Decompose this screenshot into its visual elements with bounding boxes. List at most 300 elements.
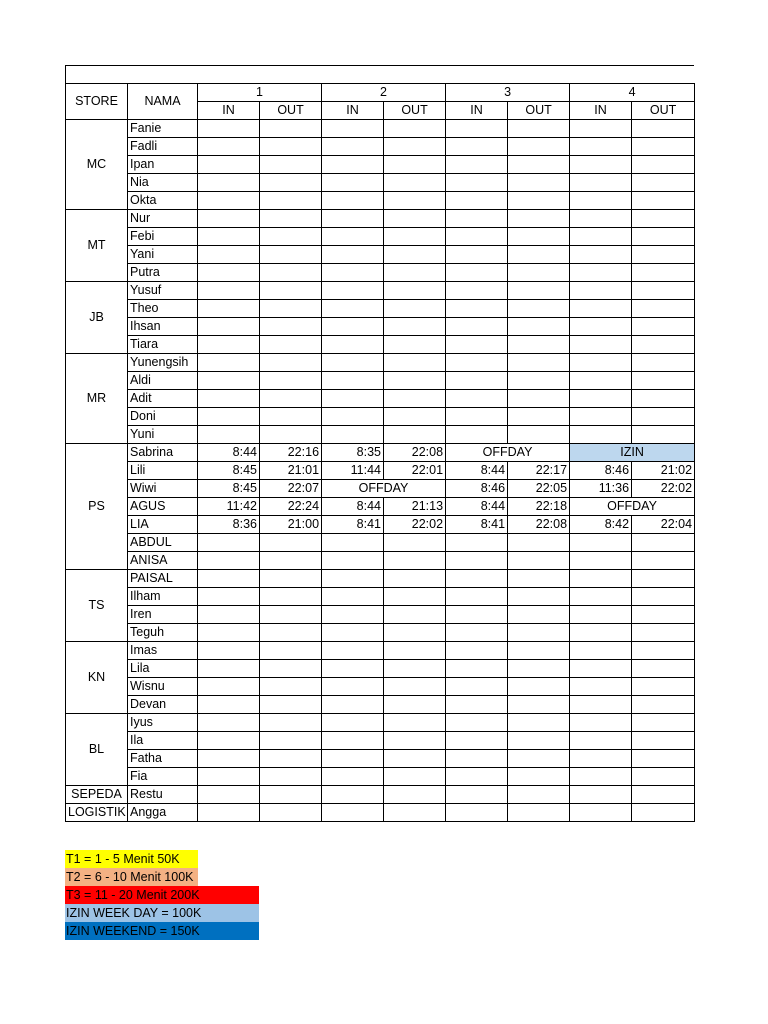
time-cell[interactable] xyxy=(632,174,695,192)
time-cell[interactable] xyxy=(508,408,570,426)
time-cell[interactable] xyxy=(384,426,446,444)
time-cell[interactable] xyxy=(508,750,570,768)
time-cell[interactable] xyxy=(260,660,322,678)
time-cell[interactable] xyxy=(570,570,632,588)
time-cell[interactable] xyxy=(570,732,632,750)
time-cell[interactable] xyxy=(446,732,508,750)
time-cell[interactable] xyxy=(446,300,508,318)
time-cell[interactable] xyxy=(198,246,260,264)
time-cell[interactable] xyxy=(632,300,695,318)
time-cell[interactable] xyxy=(508,300,570,318)
time-cell[interactable] xyxy=(260,318,322,336)
time-cell[interactable] xyxy=(446,354,508,372)
employee-name[interactable]: Iren xyxy=(128,606,198,624)
time-cell[interactable] xyxy=(384,120,446,138)
time-cell[interactable] xyxy=(446,120,508,138)
time-cell[interactable] xyxy=(384,660,446,678)
time-cell[interactable] xyxy=(198,606,260,624)
time-cell[interactable] xyxy=(384,210,446,228)
employee-name[interactable]: Lila xyxy=(128,660,198,678)
time-cell[interactable] xyxy=(508,174,570,192)
time-cell[interactable] xyxy=(446,696,508,714)
time-cell[interactable] xyxy=(508,786,570,804)
time-cell[interactable]: 8:41 xyxy=(446,516,508,534)
time-cell[interactable] xyxy=(322,282,384,300)
time-cell[interactable]: 22:08 xyxy=(508,516,570,534)
time-cell[interactable]: 22:24 xyxy=(260,498,322,516)
time-cell[interactable]: 22:01 xyxy=(384,462,446,480)
time-cell[interactable] xyxy=(632,426,695,444)
time-cell[interactable]: 21:01 xyxy=(260,462,322,480)
time-cell[interactable] xyxy=(260,300,322,318)
time-cell[interactable] xyxy=(384,372,446,390)
employee-name[interactable]: Febi xyxy=(128,228,198,246)
time-cell[interactable]: 22:08 xyxy=(384,444,446,462)
time-cell[interactable] xyxy=(384,768,446,786)
time-cell[interactable] xyxy=(384,282,446,300)
time-cell[interactable] xyxy=(570,678,632,696)
time-cell[interactable] xyxy=(570,300,632,318)
time-cell[interactable] xyxy=(632,336,695,354)
employee-name[interactable]: Fatha xyxy=(128,750,198,768)
time-cell[interactable] xyxy=(570,786,632,804)
time-cell[interactable] xyxy=(384,678,446,696)
time-cell[interactable]: 8:35 xyxy=(322,444,384,462)
time-cell[interactable] xyxy=(260,606,322,624)
time-cell[interactable] xyxy=(198,390,260,408)
store-code[interactable]: LOGISTIK xyxy=(66,804,128,822)
time-cell[interactable] xyxy=(632,552,695,570)
time-cell[interactable] xyxy=(632,750,695,768)
time-cell[interactable] xyxy=(508,390,570,408)
time-cell[interactable] xyxy=(384,786,446,804)
time-cell[interactable] xyxy=(632,606,695,624)
time-cell[interactable] xyxy=(508,804,570,822)
time-cell[interactable]: 22:04 xyxy=(632,516,695,534)
time-cell[interactable] xyxy=(322,372,384,390)
time-cell[interactable] xyxy=(260,804,322,822)
time-cell[interactable] xyxy=(570,174,632,192)
time-cell[interactable] xyxy=(508,660,570,678)
time-cell[interactable]: 21:02 xyxy=(632,462,695,480)
time-cell[interactable] xyxy=(508,570,570,588)
time-cell[interactable] xyxy=(384,606,446,624)
time-cell[interactable] xyxy=(632,732,695,750)
time-cell[interactable] xyxy=(446,642,508,660)
employee-name[interactable]: AGUS xyxy=(128,498,198,516)
store-code[interactable]: BL xyxy=(66,714,128,786)
time-cell[interactable] xyxy=(632,156,695,174)
time-cell[interactable] xyxy=(446,552,508,570)
time-cell[interactable] xyxy=(446,174,508,192)
time-cell[interactable]: 22:05 xyxy=(508,480,570,498)
time-cell[interactable] xyxy=(198,228,260,246)
time-cell[interactable] xyxy=(322,786,384,804)
employee-name[interactable]: Ilham xyxy=(128,588,198,606)
time-cell[interactable] xyxy=(570,750,632,768)
time-cell[interactable] xyxy=(384,696,446,714)
time-cell[interactable] xyxy=(260,264,322,282)
time-cell[interactable] xyxy=(198,570,260,588)
time-cell[interactable] xyxy=(446,660,508,678)
time-cell[interactable] xyxy=(446,192,508,210)
time-cell[interactable] xyxy=(570,624,632,642)
time-cell[interactable] xyxy=(384,336,446,354)
time-cell[interactable] xyxy=(260,768,322,786)
time-cell[interactable] xyxy=(322,408,384,426)
time-cell[interactable] xyxy=(570,156,632,174)
time-cell[interactable] xyxy=(508,534,570,552)
time-cell[interactable] xyxy=(446,210,508,228)
time-cell[interactable]: 8:44 xyxy=(198,444,260,462)
time-cell[interactable] xyxy=(260,552,322,570)
time-cell[interactable] xyxy=(198,678,260,696)
time-cell[interactable]: 8:45 xyxy=(198,462,260,480)
time-cell[interactable]: 22:07 xyxy=(260,480,322,498)
time-cell[interactable] xyxy=(384,552,446,570)
status-cell[interactable]: OFFDAY xyxy=(322,480,446,498)
time-cell[interactable] xyxy=(384,588,446,606)
time-cell[interactable] xyxy=(508,246,570,264)
time-cell[interactable] xyxy=(198,804,260,822)
time-cell[interactable] xyxy=(508,156,570,174)
time-cell[interactable] xyxy=(322,696,384,714)
time-cell[interactable] xyxy=(260,354,322,372)
time-cell[interactable]: 8:45 xyxy=(198,480,260,498)
time-cell[interactable] xyxy=(322,174,384,192)
time-cell[interactable] xyxy=(198,714,260,732)
time-cell[interactable] xyxy=(260,786,322,804)
time-cell[interactable] xyxy=(446,408,508,426)
time-cell[interactable] xyxy=(198,156,260,174)
time-cell[interactable] xyxy=(198,588,260,606)
time-cell[interactable] xyxy=(198,768,260,786)
store-code[interactable]: MT xyxy=(66,210,128,282)
time-cell[interactable] xyxy=(322,300,384,318)
employee-name[interactable]: Wisnu xyxy=(128,678,198,696)
time-cell[interactable] xyxy=(198,786,260,804)
time-cell[interactable] xyxy=(632,660,695,678)
time-cell[interactable] xyxy=(570,660,632,678)
time-cell[interactable] xyxy=(198,192,260,210)
employee-name[interactable]: Theo xyxy=(128,300,198,318)
time-cell[interactable] xyxy=(322,336,384,354)
time-cell[interactable] xyxy=(446,228,508,246)
time-cell[interactable] xyxy=(508,678,570,696)
time-cell[interactable]: 21:13 xyxy=(384,498,446,516)
time-cell[interactable] xyxy=(384,408,446,426)
time-cell[interactable] xyxy=(384,354,446,372)
time-cell[interactable] xyxy=(570,246,632,264)
time-cell[interactable] xyxy=(384,714,446,732)
time-cell[interactable] xyxy=(446,390,508,408)
time-cell[interactable] xyxy=(508,120,570,138)
employee-name[interactable]: Wiwi xyxy=(128,480,198,498)
time-cell[interactable] xyxy=(446,678,508,696)
time-cell[interactable]: 22:16 xyxy=(260,444,322,462)
time-cell[interactable] xyxy=(260,336,322,354)
time-cell[interactable] xyxy=(384,174,446,192)
time-cell[interactable] xyxy=(446,624,508,642)
time-cell[interactable] xyxy=(508,228,570,246)
time-cell[interactable] xyxy=(384,156,446,174)
time-cell[interactable] xyxy=(322,120,384,138)
time-cell[interactable] xyxy=(322,318,384,336)
employee-name[interactable]: Putra xyxy=(128,264,198,282)
time-cell[interactable] xyxy=(446,138,508,156)
time-cell[interactable] xyxy=(570,336,632,354)
time-cell[interactable] xyxy=(260,282,322,300)
time-cell[interactable] xyxy=(198,336,260,354)
time-cell[interactable] xyxy=(446,786,508,804)
time-cell[interactable] xyxy=(384,264,446,282)
store-code[interactable]: KN xyxy=(66,642,128,714)
time-cell[interactable] xyxy=(570,606,632,624)
time-cell[interactable] xyxy=(260,390,322,408)
employee-name[interactable]: Ihsan xyxy=(128,318,198,336)
store-code[interactable]: MC xyxy=(66,120,128,210)
time-cell[interactable]: 11:36 xyxy=(570,480,632,498)
time-cell[interactable] xyxy=(570,354,632,372)
employee-name[interactable]: Nur xyxy=(128,210,198,228)
time-cell[interactable] xyxy=(446,768,508,786)
time-cell[interactable] xyxy=(508,318,570,336)
time-cell[interactable] xyxy=(260,228,322,246)
employee-name[interactable]: Restu xyxy=(128,786,198,804)
time-cell[interactable]: 21:00 xyxy=(260,516,322,534)
time-cell[interactable] xyxy=(446,246,508,264)
time-cell[interactable] xyxy=(260,534,322,552)
time-cell[interactable] xyxy=(322,228,384,246)
time-cell[interactable] xyxy=(322,678,384,696)
store-code[interactable]: JB xyxy=(66,282,128,354)
employee-name[interactable]: Aldi xyxy=(128,372,198,390)
time-cell[interactable] xyxy=(198,408,260,426)
time-cell[interactable] xyxy=(384,138,446,156)
time-cell[interactable] xyxy=(260,192,322,210)
time-cell[interactable] xyxy=(260,372,322,390)
time-cell[interactable] xyxy=(508,192,570,210)
time-cell[interactable] xyxy=(384,534,446,552)
status-cell[interactable]: IZIN xyxy=(570,444,695,462)
time-cell[interactable]: 11:42 xyxy=(198,498,260,516)
time-cell[interactable] xyxy=(260,624,322,642)
time-cell[interactable] xyxy=(570,696,632,714)
time-cell[interactable] xyxy=(198,552,260,570)
employee-name[interactable]: ANISA xyxy=(128,552,198,570)
time-cell[interactable] xyxy=(322,804,384,822)
time-cell[interactable] xyxy=(384,390,446,408)
time-cell[interactable] xyxy=(260,678,322,696)
time-cell[interactable] xyxy=(508,732,570,750)
time-cell[interactable] xyxy=(260,246,322,264)
time-cell[interactable] xyxy=(260,570,322,588)
time-cell[interactable] xyxy=(508,264,570,282)
time-cell[interactable] xyxy=(322,606,384,624)
time-cell[interactable] xyxy=(446,534,508,552)
time-cell[interactable] xyxy=(384,732,446,750)
time-cell[interactable]: 8:44 xyxy=(446,498,508,516)
time-cell[interactable] xyxy=(446,750,508,768)
time-cell[interactable] xyxy=(198,354,260,372)
time-cell[interactable] xyxy=(570,588,632,606)
store-code[interactable]: TS xyxy=(66,570,128,642)
time-cell[interactable] xyxy=(508,768,570,786)
employee-name[interactable]: Imas xyxy=(128,642,198,660)
employee-name[interactable]: Adit xyxy=(128,390,198,408)
employee-name[interactable]: Yuni xyxy=(128,426,198,444)
time-cell[interactable] xyxy=(322,624,384,642)
time-cell[interactable] xyxy=(198,660,260,678)
time-cell[interactable] xyxy=(322,264,384,282)
time-cell[interactable] xyxy=(446,426,508,444)
time-cell[interactable] xyxy=(508,552,570,570)
time-cell[interactable] xyxy=(632,768,695,786)
time-cell[interactable] xyxy=(198,426,260,444)
status-cell[interactable]: OFFDAY xyxy=(570,498,695,516)
time-cell[interactable] xyxy=(198,210,260,228)
time-cell[interactable] xyxy=(446,282,508,300)
time-cell[interactable] xyxy=(322,192,384,210)
time-cell[interactable] xyxy=(570,264,632,282)
time-cell[interactable] xyxy=(322,390,384,408)
time-cell[interactable] xyxy=(198,624,260,642)
time-cell[interactable] xyxy=(632,804,695,822)
time-cell[interactable] xyxy=(570,534,632,552)
time-cell[interactable] xyxy=(446,588,508,606)
employee-name[interactable]: Yunengsih xyxy=(128,354,198,372)
employee-name[interactable]: Teguh xyxy=(128,624,198,642)
employee-name[interactable]: PAISAL xyxy=(128,570,198,588)
time-cell[interactable]: 22:18 xyxy=(508,498,570,516)
time-cell[interactable] xyxy=(198,642,260,660)
time-cell[interactable] xyxy=(632,408,695,426)
time-cell[interactable] xyxy=(508,336,570,354)
time-cell[interactable] xyxy=(508,696,570,714)
time-cell[interactable] xyxy=(446,336,508,354)
time-cell[interactable] xyxy=(198,282,260,300)
time-cell[interactable] xyxy=(508,588,570,606)
employee-name[interactable]: Lili xyxy=(128,462,198,480)
time-cell[interactable]: 8:46 xyxy=(570,462,632,480)
time-cell[interactable]: 8:44 xyxy=(322,498,384,516)
time-cell[interactable] xyxy=(384,750,446,768)
time-cell[interactable] xyxy=(322,642,384,660)
time-cell[interactable] xyxy=(508,624,570,642)
time-cell[interactable] xyxy=(322,156,384,174)
time-cell[interactable] xyxy=(260,210,322,228)
employee-name[interactable]: Fadli xyxy=(128,138,198,156)
time-cell[interactable] xyxy=(384,192,446,210)
time-cell[interactable] xyxy=(260,138,322,156)
time-cell[interactable] xyxy=(198,732,260,750)
time-cell[interactable] xyxy=(322,552,384,570)
time-cell[interactable] xyxy=(198,318,260,336)
store-code[interactable]: MR xyxy=(66,354,128,444)
time-cell[interactable]: 8:42 xyxy=(570,516,632,534)
time-cell[interactable] xyxy=(198,264,260,282)
time-cell[interactable] xyxy=(570,228,632,246)
time-cell[interactable] xyxy=(508,426,570,444)
time-cell[interactable] xyxy=(322,768,384,786)
time-cell[interactable] xyxy=(632,282,695,300)
employee-name[interactable]: Ila xyxy=(128,732,198,750)
time-cell[interactable] xyxy=(384,318,446,336)
time-cell[interactable] xyxy=(632,264,695,282)
employee-name[interactable]: Fia xyxy=(128,768,198,786)
time-cell[interactable] xyxy=(570,714,632,732)
time-cell[interactable] xyxy=(508,282,570,300)
time-cell[interactable] xyxy=(632,354,695,372)
time-cell[interactable] xyxy=(198,696,260,714)
time-cell[interactable] xyxy=(260,156,322,174)
time-cell[interactable] xyxy=(322,246,384,264)
time-cell[interactable] xyxy=(384,570,446,588)
time-cell[interactable] xyxy=(446,570,508,588)
employee-name[interactable]: LIA xyxy=(128,516,198,534)
employee-name[interactable]: ABDUL xyxy=(128,534,198,552)
time-cell[interactable] xyxy=(322,354,384,372)
time-cell[interactable] xyxy=(198,174,260,192)
employee-name[interactable]: Iyus xyxy=(128,714,198,732)
employee-name[interactable]: Angga xyxy=(128,804,198,822)
time-cell[interactable] xyxy=(508,354,570,372)
time-cell[interactable] xyxy=(632,390,695,408)
time-cell[interactable] xyxy=(322,426,384,444)
time-cell[interactable] xyxy=(508,642,570,660)
time-cell[interactable] xyxy=(632,534,695,552)
employee-name[interactable]: Yusuf xyxy=(128,282,198,300)
time-cell[interactable] xyxy=(446,714,508,732)
time-cell[interactable] xyxy=(570,390,632,408)
time-cell[interactable] xyxy=(322,570,384,588)
time-cell[interactable] xyxy=(508,606,570,624)
status-cell[interactable]: OFFDAY xyxy=(446,444,570,462)
employee-name[interactable]: Okta xyxy=(128,192,198,210)
store-code[interactable]: SEPEDA xyxy=(66,786,128,804)
time-cell[interactable] xyxy=(198,372,260,390)
time-cell[interactable] xyxy=(508,372,570,390)
time-cell[interactable] xyxy=(198,750,260,768)
time-cell[interactable] xyxy=(632,624,695,642)
time-cell[interactable]: 22:02 xyxy=(632,480,695,498)
time-cell[interactable] xyxy=(570,138,632,156)
employee-name[interactable]: Devan xyxy=(128,696,198,714)
time-cell[interactable] xyxy=(260,588,322,606)
time-cell[interactable] xyxy=(446,804,508,822)
time-cell[interactable] xyxy=(632,786,695,804)
time-cell[interactable]: 8:46 xyxy=(446,480,508,498)
time-cell[interactable] xyxy=(384,804,446,822)
time-cell[interactable] xyxy=(570,426,632,444)
time-cell[interactable] xyxy=(446,372,508,390)
time-cell[interactable] xyxy=(570,552,632,570)
time-cell[interactable] xyxy=(632,714,695,732)
time-cell[interactable] xyxy=(570,282,632,300)
time-cell[interactable] xyxy=(632,228,695,246)
time-cell[interactable] xyxy=(570,192,632,210)
time-cell[interactable] xyxy=(384,642,446,660)
employee-name[interactable]: Nia xyxy=(128,174,198,192)
employee-name[interactable]: Ipan xyxy=(128,156,198,174)
time-cell[interactable] xyxy=(260,174,322,192)
time-cell[interactable] xyxy=(260,426,322,444)
time-cell[interactable] xyxy=(260,696,322,714)
time-cell[interactable] xyxy=(260,750,322,768)
time-cell[interactable] xyxy=(570,210,632,228)
time-cell[interactable] xyxy=(632,696,695,714)
time-cell[interactable] xyxy=(322,660,384,678)
